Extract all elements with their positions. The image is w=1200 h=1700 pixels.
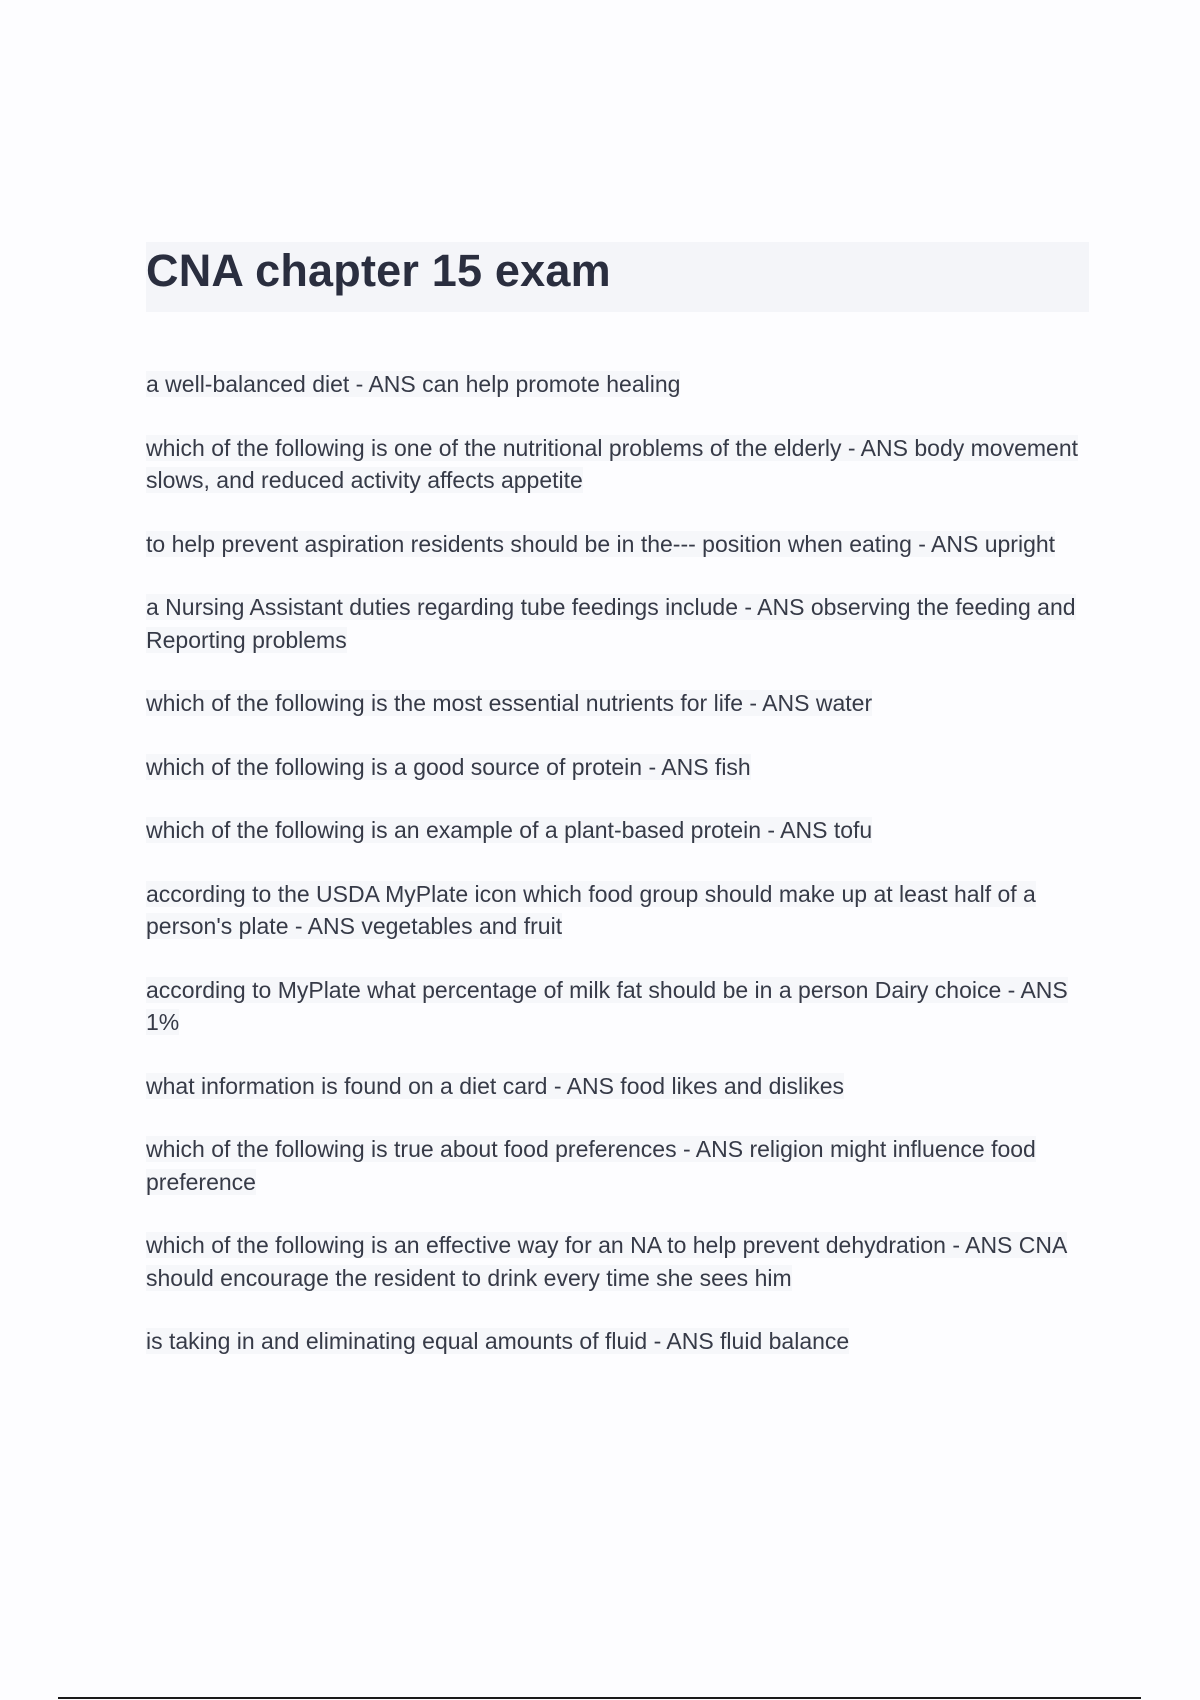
- qa-text: which of the following is the most essential nutrients for life - ANS water: [146, 690, 873, 716]
- qa-text: a Nursing Assistant duties regarding tube feedings include - ANS observing the feeding and Reporting problems: [146, 594, 1076, 653]
- document-title: CNA chapter 15 exam: [146, 245, 611, 296]
- qa-item: [146, 591, 1096, 656]
- qa-text: which of the following is an effective way for an NA to help prevent dehydration - ANS CNA should encourage the resident to drink every time she sees him: [146, 1232, 1068, 1291]
- qa-text: according to the USDA MyPlate icon which food group should make up at least half of a person's plate - ANS vegetables and fruit: [146, 880, 1036, 939]
- qa-text: which of the following is true about food preferences - ANS religion might influence food preference: [146, 1136, 1036, 1195]
- qa-text: which of the following is an example of a plant-based protein - ANS tofu: [146, 817, 873, 843]
- qa-item: [146, 1229, 1096, 1294]
- qa-text: which of the following is a good source of protein - ANS fish: [146, 753, 751, 780]
- qa-item: [146, 751, 1096, 784]
- qa-text: which of the following is one of the nutritional problems of the elderly - ANS body movement slows, and reduced activity affects appetite: [146, 434, 1078, 493]
- qa-item: [146, 528, 1096, 561]
- qa-text: a well-balanced diet - ANS can help promote healing: [146, 371, 681, 397]
- qa-text: what information is found on a diet card - ANS food likes and dislikes: [146, 1072, 845, 1099]
- qa-item: [146, 974, 1096, 1039]
- qa-item: [146, 878, 1096, 943]
- qa-item: [146, 432, 1096, 497]
- qa-text: according to MyPlate what percentage of milk fat should be in a person Dairy choice - ANS 1%: [146, 976, 1068, 1035]
- qa-item: [146, 1133, 1096, 1198]
- qa-item: [146, 814, 1096, 847]
- qa-item: [146, 1325, 1096, 1358]
- qa-item: [146, 368, 1096, 401]
- footer-divider: [58, 1697, 1141, 1699]
- qa-item: [146, 687, 1096, 720]
- question-answer-list: [146, 368, 1096, 1389]
- qa-text: is taking in and eliminating equal amounts of fluid - ANS fluid balance: [146, 1328, 850, 1354]
- qa-text: to help prevent aspiration residents should be in the--- position when eating - ANS upright: [146, 530, 1056, 557]
- qa-item: [146, 1070, 1096, 1103]
